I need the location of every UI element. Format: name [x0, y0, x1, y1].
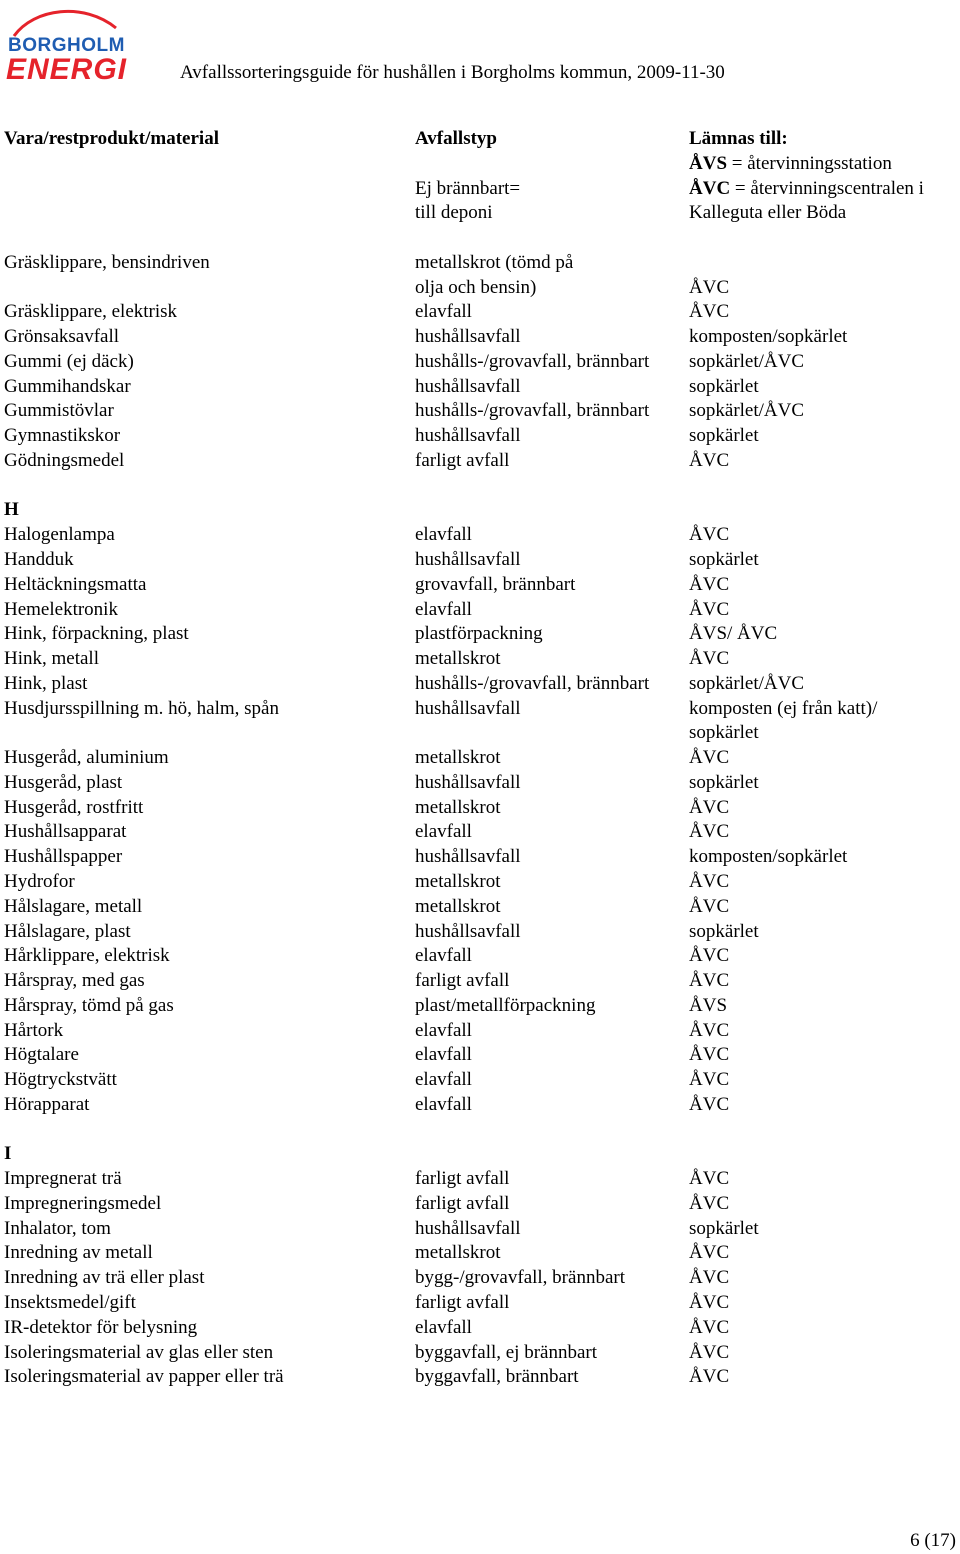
- waste-type-cell: hushållsavfall: [415, 697, 521, 719]
- destination-cell: ÅVC: [689, 870, 730, 892]
- waste-type-cell: plastförpackning: [415, 623, 543, 645]
- table-row: [0, 721, 960, 746]
- borgholm-energi-logo: [4, 6, 130, 86]
- waste-type-cell: farligt avfall: [415, 1168, 510, 1190]
- destination-cell: ÅVC: [689, 573, 730, 595]
- destination-cell: ÅVC: [689, 1069, 730, 1091]
- waste-type-cell: olja och bensin): [415, 276, 537, 298]
- item-cell: Impregnerat trä: [4, 1168, 122, 1190]
- table-row: [0, 325, 960, 350]
- item-cell: Husgeråd, plast: [4, 771, 123, 793]
- item-cell: Vara/restprodukt/material: [4, 128, 219, 149]
- destination-cell: ÅVC: [689, 648, 730, 670]
- item-cell: Hink, plast: [4, 672, 88, 694]
- item-cell: Gräsklippare, bensindriven: [4, 251, 210, 273]
- destination-cell: ÅVC: [689, 821, 730, 843]
- table-row: [0, 177, 960, 202]
- waste-type-cell: elavfall: [415, 945, 472, 967]
- waste-type-cell: byggavfall, ej brännbart: [415, 1341, 598, 1363]
- destination-cell: ÅVC: [689, 1044, 730, 1066]
- waste-type-cell: till deponi: [415, 202, 493, 224]
- destination-cell: komposten/sopkärlet: [689, 326, 848, 348]
- waste-type-cell: metallskrot: [415, 747, 501, 769]
- item-cell: Husdjursspillning m. hö, halm, spån: [4, 697, 279, 719]
- table-row: [0, 647, 960, 672]
- item-cell: Högtryckstvätt: [4, 1069, 117, 1091]
- waste-type-cell: grovavfall, brännbart: [415, 573, 576, 595]
- destination-cell: komposten (ej från katt)/: [689, 697, 878, 719]
- destination-cell: ÅVC = återvinningscentralen i: [689, 177, 924, 199]
- waste-type-cell: metallskrot: [415, 648, 501, 670]
- table-row: [0, 152, 960, 177]
- destination-cell: ÅVC: [689, 1093, 730, 1115]
- item-cell: Isoleringsmaterial av papper eller trä: [4, 1366, 284, 1388]
- table-row: [0, 251, 960, 276]
- destination-cell: sopkärlet/ÅVC: [689, 350, 805, 372]
- table-row: [0, 895, 960, 920]
- waste-type-cell: farligt avfall: [415, 449, 510, 471]
- table-row: [0, 771, 960, 796]
- destination-cell: ÅVC: [689, 1267, 730, 1289]
- table-row: [0, 1019, 960, 1044]
- destination-cell: ÅVC: [689, 1341, 730, 1363]
- destination-cell: ÅVC: [689, 1242, 730, 1264]
- destination-cell: sopkärlet: [689, 375, 759, 397]
- item-cell: Husgeråd, rostfritt: [4, 796, 144, 818]
- item-cell: Insektsmedel/gift: [4, 1291, 136, 1313]
- item-cell: Hemelektronik: [4, 598, 118, 620]
- table-row: [0, 1266, 960, 1291]
- table-row: [0, 1142, 960, 1167]
- destination-cell: sopkärlet: [689, 920, 759, 942]
- item-cell: Inhalator, tom: [4, 1217, 111, 1239]
- waste-type-cell: bygg-/grovavfall, brännbart: [415, 1267, 625, 1289]
- destination-cell: Lämnas till:: [689, 128, 788, 149]
- item-cell: Inredning av trä eller plast: [4, 1267, 205, 1289]
- item-cell: Hydrofor: [4, 870, 75, 892]
- item-cell: Hink, metall: [4, 648, 99, 670]
- table-row: [0, 424, 960, 449]
- table-row: [0, 1341, 960, 1366]
- destination-cell: ÅVC: [689, 1168, 730, 1190]
- table-row: [0, 820, 960, 845]
- table-row: [0, 870, 960, 895]
- item-cell: Gymnastikskor: [4, 425, 121, 447]
- table-row: [0, 1093, 960, 1118]
- destination-cell: ÅVS = återvinningsstation: [689, 152, 892, 174]
- waste-type-cell: byggavfall, brännbart: [415, 1366, 579, 1388]
- waste-type-cell: metallskrot: [415, 796, 501, 818]
- destination-cell: ÅVC: [689, 449, 730, 471]
- item-cell: Hålslagare, plast: [4, 920, 131, 942]
- destination-cell: sopkärlet: [689, 1217, 759, 1239]
- table-row: [0, 1365, 960, 1390]
- waste-type-cell: hushålls-/grovavfall, brännbart: [415, 400, 650, 422]
- item-cell: Gummistövlar: [4, 400, 114, 422]
- table-row: [0, 969, 960, 994]
- waste-type-cell: hushållsavfall: [415, 425, 521, 447]
- destination-cell: ÅVC: [689, 796, 730, 818]
- destination-cell: ÅVC: [689, 945, 730, 967]
- table-row: [0, 1192, 960, 1217]
- table-row: [0, 944, 960, 969]
- table-row: [0, 1167, 960, 1192]
- waste-type-cell: elavfall: [415, 1019, 472, 1041]
- table-row: [0, 845, 960, 870]
- waste-type-cell: elavfall: [415, 1044, 472, 1066]
- destination-cell: ÅVC: [689, 1291, 730, 1313]
- item-cell: Inredning av metall: [4, 1242, 153, 1264]
- table-row: [0, 449, 960, 474]
- waste-type-cell: farligt avfall: [415, 1291, 510, 1313]
- table-row: [0, 226, 960, 251]
- table-row: [0, 1068, 960, 1093]
- waste-type-cell: metallskrot: [415, 1242, 501, 1264]
- waste-type-cell: Ej brännbart=: [415, 177, 521, 199]
- waste-type-cell: Avfallstyp: [415, 128, 497, 149]
- waste-type-cell: farligt avfall: [415, 970, 510, 992]
- destination-cell: komposten/sopkärlet: [689, 846, 848, 868]
- waste-type-cell: elavfall: [415, 1093, 472, 1115]
- item-cell: Hörapparat: [4, 1093, 90, 1115]
- table-row: [0, 474, 960, 499]
- table-row: [0, 201, 960, 226]
- item-cell: Hårspray, tömd på gas: [4, 994, 174, 1016]
- waste-type-cell: metallskrot: [415, 895, 501, 917]
- waste-type-cell: farligt avfall: [415, 1192, 510, 1214]
- item-cell: IR-detektor för belysning: [4, 1316, 198, 1338]
- destination-cell: sopkärlet/ÅVC: [689, 400, 805, 422]
- destination-cell: ÅVC: [689, 598, 730, 620]
- table-row: [0, 276, 960, 301]
- table-row: [0, 920, 960, 945]
- table-row: [0, 350, 960, 375]
- destination-cell: sopkärlet: [689, 722, 759, 744]
- item-cell: Halogenlampa: [4, 524, 115, 546]
- waste-type-cell: plast/metallförpackning: [415, 994, 596, 1016]
- logo-line1: BORGHOLM: [8, 35, 125, 56]
- table-row: [0, 1217, 960, 1242]
- waste-type-cell: elavfall: [415, 1316, 472, 1338]
- destination-cell: ÅVC: [689, 970, 730, 992]
- destination-cell: ÅVC: [689, 1192, 730, 1214]
- item-cell: Husgeråd, aluminium: [4, 747, 169, 769]
- destination-cell: sopkärlet: [689, 771, 759, 793]
- waste-type-cell: elavfall: [415, 1069, 472, 1091]
- table-row: [0, 796, 960, 821]
- item-cell: Handduk: [4, 549, 74, 571]
- destination-cell: ÅVS: [689, 994, 728, 1016]
- item-cell: Gräsklippare, elektrisk: [4, 301, 178, 323]
- item-cell: Impregneringsmedel: [4, 1192, 162, 1214]
- waste-type-cell: hushållsavfall: [415, 326, 521, 348]
- destination-cell: sopkärlet: [689, 549, 759, 571]
- item-cell: Gummi (ej däck): [4, 350, 134, 372]
- waste-type-cell: hushållsavfall: [415, 771, 521, 793]
- table-row: [0, 598, 960, 623]
- logo-line2: ENERGI: [6, 53, 128, 86]
- destination-cell: ÅVC: [689, 276, 730, 298]
- destination-cell: ÅVC: [689, 301, 730, 323]
- page-number: 6 (17): [910, 1530, 956, 1551]
- item-cell: Hårspray, med gas: [4, 970, 145, 992]
- waste-type-cell: hushållsavfall: [415, 846, 521, 868]
- item-cell: Hårtork: [4, 1019, 64, 1041]
- waste-type-cell: elavfall: [415, 301, 472, 323]
- table-row: [0, 1118, 960, 1143]
- destination-cell: ÅVC: [689, 1316, 730, 1338]
- table-row: [0, 523, 960, 548]
- item-cell: Hushållsapparat: [4, 821, 127, 843]
- item-cell: Isoleringsmaterial av glas eller sten: [4, 1341, 274, 1363]
- table-row: [0, 573, 960, 598]
- table-row: [0, 1241, 960, 1266]
- table-row: [0, 300, 960, 325]
- waste-type-cell: elavfall: [415, 598, 472, 620]
- table-row: [0, 375, 960, 400]
- item-cell: Gummihandskar: [4, 375, 131, 397]
- waste-type-cell: elavfall: [415, 821, 472, 843]
- destination-cell: ÅVS/ ÅVC: [689, 623, 778, 645]
- document-title: Avfallssorteringsguide för hushållen i Borgholms kommun, 2009-11-30: [180, 62, 725, 83]
- waste-type-cell: metallskrot (tömd på: [415, 251, 574, 273]
- destination-cell: ÅVC: [689, 895, 730, 917]
- destination-cell: Kalleguta eller Böda: [689, 202, 847, 224]
- table-row: [0, 697, 960, 722]
- destination-cell: ÅVC: [689, 1366, 730, 1388]
- item-cell: Hårklippare, elektrisk: [4, 945, 170, 967]
- table-row: [0, 1043, 960, 1068]
- table-row: [0, 1291, 960, 1316]
- destination-cell: sopkärlet: [689, 425, 759, 447]
- table-row: [0, 127, 960, 152]
- waste-type-cell: hushålls-/grovavfall, brännbart: [415, 350, 650, 372]
- waste-type-cell: hushållsavfall: [415, 549, 521, 571]
- item-cell: Gödningsmedel: [4, 449, 125, 471]
- item-cell: Hålslagare, metall: [4, 895, 143, 917]
- waste-sorting-table: [0, 127, 960, 1390]
- table-row: [0, 672, 960, 697]
- waste-type-cell: hushållsavfall: [415, 920, 521, 942]
- waste-type-cell: hushållsavfall: [415, 375, 521, 397]
- item-cell: Högtalare: [4, 1044, 79, 1066]
- item-cell: Hink, förpackning, plast: [4, 623, 189, 645]
- item-cell: Heltäckningsmatta: [4, 573, 147, 595]
- item-cell: H: [4, 499, 19, 521]
- waste-type-cell: metallskrot: [415, 870, 501, 892]
- destination-cell: ÅVC: [689, 524, 730, 546]
- table-row: [0, 746, 960, 771]
- item-cell: Hushållspapper: [4, 846, 123, 868]
- table-row: [0, 399, 960, 424]
- item-cell: I: [4, 1143, 12, 1165]
- waste-type-cell: hushålls-/grovavfall, brännbart: [415, 672, 650, 694]
- table-row: [0, 548, 960, 573]
- destination-cell: ÅVC: [689, 1019, 730, 1041]
- table-row: [0, 994, 960, 1019]
- destination-cell: sopkärlet/ÅVC: [689, 672, 805, 694]
- destination-cell: ÅVC: [689, 747, 730, 769]
- table-row: [0, 498, 960, 523]
- table-row: [0, 1316, 960, 1341]
- waste-type-cell: hushållsavfall: [415, 1217, 521, 1239]
- table-row: [0, 622, 960, 647]
- waste-type-cell: elavfall: [415, 524, 472, 546]
- item-cell: Grönsaksavfall: [4, 326, 120, 348]
